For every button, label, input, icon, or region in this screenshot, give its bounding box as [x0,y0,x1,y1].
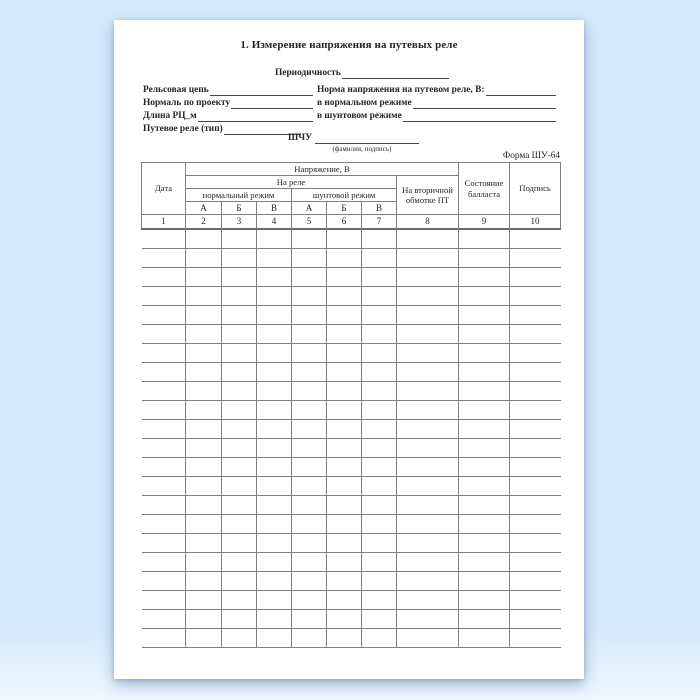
table-cell [327,458,362,477]
table-cell [257,629,292,648]
table-cell [257,496,292,515]
table-cell [397,439,459,458]
col-header-voltage-group: Напряжение, В [186,163,459,176]
header-row-numbers [142,215,561,230]
table-cell [459,458,510,477]
table-row [142,591,561,610]
table-cell [459,306,510,325]
col-header-phase-b-shunt: Б [327,202,362,215]
field-project-normal-label: Нормаль по проекту [143,98,231,109]
table-cell [327,268,362,287]
table-cell [186,439,222,458]
table-row [142,496,561,515]
table-cell [142,325,186,344]
table-cell [222,268,257,287]
table-cell [292,439,327,458]
table-cell [510,534,561,553]
table-cell [222,458,257,477]
table-row [142,458,561,477]
table-cell [257,306,292,325]
table-cell [292,629,327,648]
table-cell [142,363,186,382]
table-cell [397,420,459,439]
table-cell [459,496,510,515]
table-cell [292,382,327,401]
table-cell [459,553,510,572]
table-cell [142,268,186,287]
col-number: 3 [222,215,257,230]
table-cell [397,553,459,572]
table-cell [142,515,186,534]
table-row [142,268,561,287]
table-cell [459,591,510,610]
col-number: 1 [142,215,186,230]
table-cell [510,591,561,610]
table-cell [142,534,186,553]
table-cell [257,515,292,534]
table-cell [459,229,510,249]
table-cell [510,325,561,344]
table-cell [459,287,510,306]
table-cell [222,591,257,610]
table-cell [142,287,186,306]
table-cell [257,401,292,420]
table-cell [142,591,186,610]
table-cell [327,363,362,382]
table-cell [327,572,362,591]
field-normal-mode-label: в нормальном режиме [317,98,412,109]
table-row [142,553,561,572]
table-row [142,420,561,439]
table-row [142,439,561,458]
col-number: 9 [459,215,510,230]
col-header-normal-mode: нормальный режим [186,189,292,202]
table-cell [327,287,362,306]
table-cell [327,382,362,401]
col-header-shunt-mode: шунтовой режим [292,189,397,202]
table-cell [186,420,222,439]
table-cell [510,515,561,534]
col-header-phase-b-normal: Б [222,202,257,215]
field-rc-length-line [198,111,313,122]
table-cell [459,439,510,458]
table-cell [510,572,561,591]
table-cell [397,515,459,534]
table-cell [222,420,257,439]
table-cell [257,268,292,287]
table-cell [222,229,257,249]
table-row [142,477,561,496]
table-cell [397,268,459,287]
table-cell [292,515,327,534]
table-cell [362,553,397,572]
table-cell [327,401,362,420]
table-cell [459,344,510,363]
table-cell [222,477,257,496]
table-cell [362,477,397,496]
measurement-table-head [142,163,561,230]
table-cell [222,439,257,458]
table-row [142,249,561,268]
table-cell [186,363,222,382]
table-cell [142,477,186,496]
table-cell [362,515,397,534]
table-cell [186,268,222,287]
table-cell [186,534,222,553]
table-cell [257,591,292,610]
col-header-signature: Подпись [510,163,561,215]
table-cell [222,363,257,382]
table-cell [292,572,327,591]
table-cell [510,363,561,382]
table-cell [362,439,397,458]
table-cell [257,553,292,572]
table-cell [327,515,362,534]
table-row [142,572,561,591]
col-number: 6 [327,215,362,230]
table-cell [186,382,222,401]
table-cell [142,458,186,477]
form-code-label: Форма ШУ-64 [502,151,560,161]
measurement-table-body [142,229,561,648]
col-number: 4 [257,215,292,230]
field-periodicity-line [342,68,449,79]
page-title: 1. Измерение напряжения на путевых реле [240,39,458,51]
table-cell [186,610,222,629]
field-voltage-norm-line [486,85,557,96]
table-cell [397,572,459,591]
table-cell [257,249,292,268]
field-periodicity [275,68,449,79]
table-cell [510,249,561,268]
table-cell [222,553,257,572]
measurement-table [141,162,561,648]
table-cell [397,363,459,382]
table-cell [186,344,222,363]
table-cell [292,401,327,420]
table-cell [510,268,561,287]
table-cell [142,610,186,629]
table-cell [459,268,510,287]
table-cell [142,382,186,401]
table-cell [459,610,510,629]
table-cell [186,591,222,610]
table-cell [292,420,327,439]
table-cell [142,229,186,249]
table-cell [222,401,257,420]
table-cell [257,344,292,363]
field-row-project-normal [143,98,556,109]
table-cell [459,363,510,382]
table-row [142,401,561,420]
table-cell [397,306,459,325]
table-cell [142,306,186,325]
table-cell [459,477,510,496]
table-cell [186,287,222,306]
table-cell [186,306,222,325]
table-cell [327,325,362,344]
col-header-ballast-state: Состояние балласта [459,163,510,215]
table-cell [257,229,292,249]
table-cell [510,401,561,420]
table-cell [186,401,222,420]
table-cell [257,572,292,591]
table-cell [327,249,362,268]
table-cell [327,553,362,572]
col-header-phase-a-shunt: А [292,202,327,215]
table-cell [362,229,397,249]
table-cell [186,496,222,515]
table-row [142,287,561,306]
table-cell [186,515,222,534]
table-cell [186,229,222,249]
table-cell [142,553,186,572]
field-shchu-line [315,133,419,144]
table-cell [292,591,327,610]
field-shunt-mode-line [403,111,556,122]
table-cell [397,249,459,268]
table-cell [222,287,257,306]
table-cell [459,515,510,534]
table-row [142,229,561,249]
table-row [142,515,561,534]
table-cell [292,496,327,515]
col-header-phase-v-normal: В [257,202,292,215]
table-cell [397,610,459,629]
field-row-rail-circuit [143,85,556,96]
table-cell [362,534,397,553]
table-cell [397,534,459,553]
table-cell [510,477,561,496]
table-cell [186,458,222,477]
table-cell [362,325,397,344]
table-cell [510,610,561,629]
table-cell [186,629,222,648]
table-cell [327,591,362,610]
table-cell [222,344,257,363]
field-rail-circuit-line [210,85,313,96]
table-cell [222,629,257,648]
table-cell [362,249,397,268]
table-row [142,306,561,325]
table-cell [459,249,510,268]
table-cell [397,477,459,496]
table-cell [510,496,561,515]
table-cell [327,344,362,363]
field-shunt-mode-label: в шунтовом режиме [317,111,402,122]
table-cell [257,477,292,496]
header-row-1 [142,163,561,176]
table-cell [292,610,327,629]
table-cell [397,229,459,249]
table-cell [222,534,257,553]
table-cell [142,401,186,420]
table-cell [362,496,397,515]
table-row [142,325,561,344]
table-cell [362,629,397,648]
table-cell [459,382,510,401]
field-shchu [288,133,474,144]
table-cell [292,534,327,553]
table-cell [327,306,362,325]
table-cell [257,439,292,458]
table-cell [222,610,257,629]
col-number: 10 [510,215,561,230]
table-row [142,534,561,553]
field-row-rc-length [143,111,556,122]
table-cell [257,382,292,401]
table-cell [222,382,257,401]
table-cell [186,553,222,572]
table-row [142,363,561,382]
table-cell [222,572,257,591]
table-cell [459,401,510,420]
table-cell [292,363,327,382]
table-cell [222,249,257,268]
table-cell [222,306,257,325]
table-cell [397,287,459,306]
table-cell [327,496,362,515]
table-row [142,610,561,629]
table-cell [397,496,459,515]
field-rail-circuit-label: Рельсовая цепь [143,85,209,96]
table-cell [327,629,362,648]
table-cell [222,325,257,344]
col-number: 5 [292,215,327,230]
table-cell [397,325,459,344]
table-cell [362,610,397,629]
table-cell [362,268,397,287]
table-cell [222,496,257,515]
table-cell [142,439,186,458]
field-project-normal-line [231,98,313,109]
table-cell [257,363,292,382]
table-row [142,344,561,363]
table-cell [327,229,362,249]
table-cell [459,420,510,439]
table-cell [142,629,186,648]
table-cell [362,306,397,325]
field-relay-type-label: Путевое реле (тип) [143,124,223,135]
table-cell [142,344,186,363]
table-cell [142,420,186,439]
table-cell [186,572,222,591]
table-cell [292,229,327,249]
table-cell [292,325,327,344]
table-cell [397,382,459,401]
table-row [142,382,561,401]
table-cell [142,249,186,268]
table-cell [257,287,292,306]
table-cell [222,515,257,534]
field-normal-mode-line [413,98,556,109]
table-cell [362,382,397,401]
table-cell [459,534,510,553]
table-cell [459,572,510,591]
field-voltage-norm-label: Норма напряжения на путевом реле, В: [317,85,485,96]
col-header-secondary-winding: На вторичной обмотке ПТ [397,176,459,215]
table-cell [397,629,459,648]
table-cell [292,344,327,363]
col-header-on-relay: На реле [186,176,397,189]
table-cell [327,439,362,458]
col-number: 2 [186,215,222,230]
table-cell [186,249,222,268]
field-shchu-label: ШЧУ [288,133,313,144]
table-cell [362,458,397,477]
table-cell [362,420,397,439]
table-cell [510,287,561,306]
table-cell [292,306,327,325]
field-rc-length-label: Длина РЦ_м [143,111,197,122]
table-cell [510,439,561,458]
table-cell [142,572,186,591]
table-cell [327,477,362,496]
table-cell [292,553,327,572]
table-cell [292,249,327,268]
table-cell [510,629,561,648]
table-cell [397,344,459,363]
table-cell [510,458,561,477]
table-cell [397,591,459,610]
table-cell [257,420,292,439]
col-header-date: Дата [142,163,186,215]
paper-sheet [114,20,584,679]
table-cell [292,268,327,287]
table-cell [257,534,292,553]
table-cell [327,534,362,553]
table-cell [510,553,561,572]
table-cell [362,344,397,363]
table-cell [510,229,561,249]
col-header-phase-v-shunt: В [362,202,397,215]
table-cell [362,591,397,610]
table-cell [510,382,561,401]
field-shchu-hint: (фамилия, подпись) [332,146,392,153]
table-cell [510,420,561,439]
col-number: 8 [397,215,459,230]
table-cell [257,325,292,344]
table-cell [186,325,222,344]
table-cell [327,420,362,439]
col-header-phase-a-normal: А [186,202,222,215]
table-cell [292,458,327,477]
table-cell [292,287,327,306]
table-cell [510,306,561,325]
table-cell [397,458,459,477]
table-cell [257,458,292,477]
table-cell [362,287,397,306]
table-cell [362,572,397,591]
table-cell [397,401,459,420]
table-cell [257,610,292,629]
table-cell [459,325,510,344]
table-cell [142,496,186,515]
field-periodicity-label: Периодичность [275,68,341,79]
col-number: 7 [362,215,397,230]
table-cell [459,629,510,648]
table-cell [510,344,561,363]
table-cell [362,363,397,382]
table-row [142,629,561,648]
table-cell [327,610,362,629]
table-cell [186,477,222,496]
table-cell [362,401,397,420]
table-cell [292,477,327,496]
